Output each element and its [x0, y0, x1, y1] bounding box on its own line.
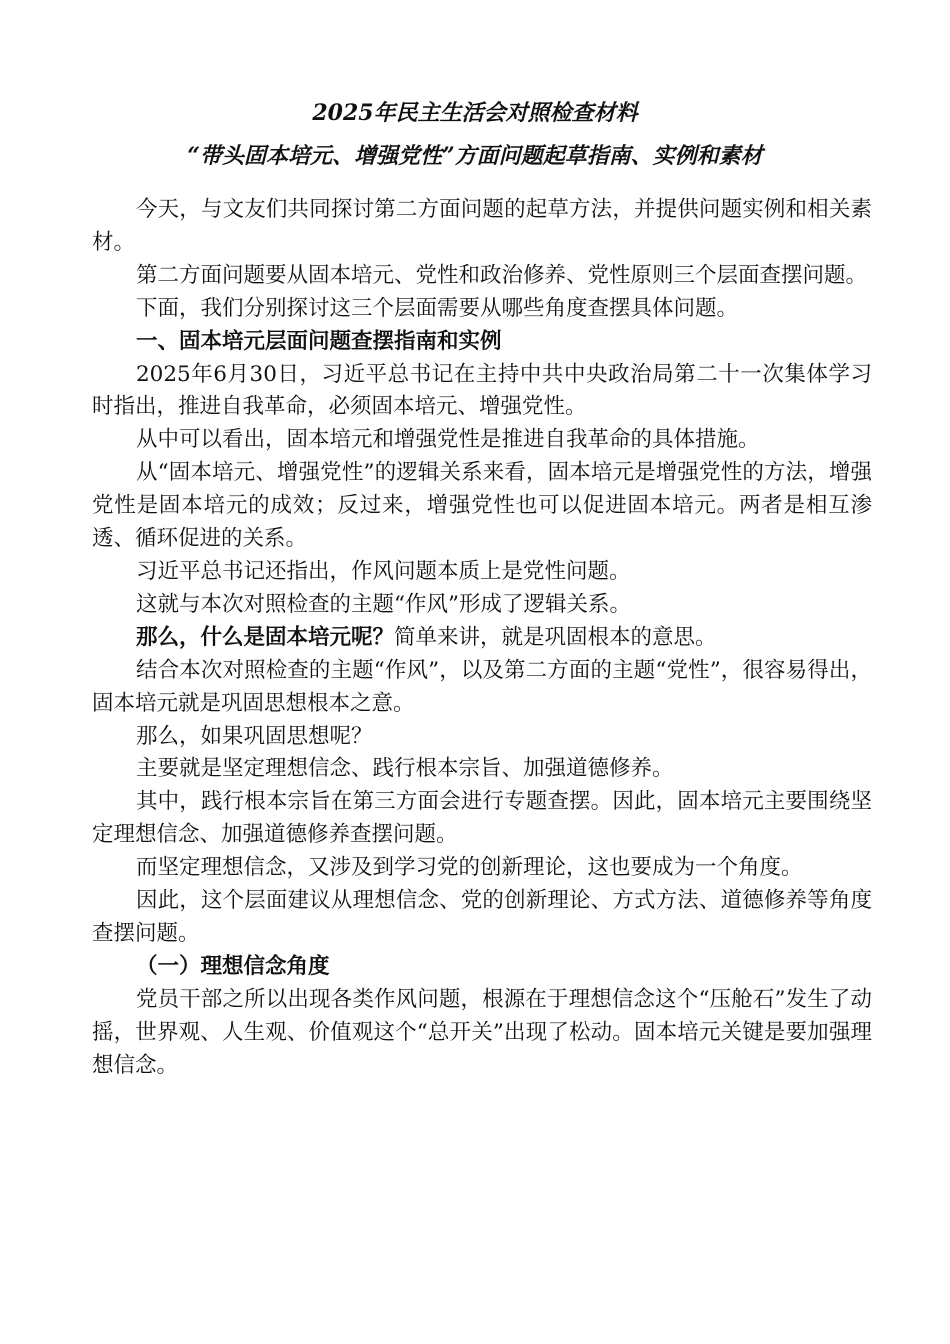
answer-text: 简单来讲，就是巩固根本的意思。 — [394, 624, 717, 650]
paragraph — [92, 622, 872, 655]
paragraph: 党员干部之所以出现各类作风问题，根源在于理想信念这个“压舱石”发生了动摇，世界观、人生观、价值观这个“总开关”出现了松动。固本培元关键是要加强理想信念。 — [92, 986, 872, 1078]
paragraph: 下面，我们分别探讨这三个层面需要从哪些角度查摆具体问题。 — [136, 295, 739, 321]
paragraph: 从中可以看出，固本培元和增强党性是推进自我革命的具体措施。 — [136, 427, 760, 453]
paragraph: 那么，如果巩固思想呢？ — [136, 723, 373, 749]
paragraph: 第二方面问题要从固本培元、党性和政治修养、党性原则三个层面查摆问题。 — [136, 262, 868, 288]
document-title: 2025年民主生活会对照检查材料 — [312, 100, 638, 126]
paragraph: 主要就是坚定理想信念、践行根本宗旨、加强道德修养。 — [136, 756, 674, 782]
section-heading: 一、固本培元层面问题查摆指南和实例 — [136, 328, 502, 354]
paragraph: 2025年6月30日，习近平总书记在主持中共中央政治局第二十一次集体学习时指出，推进自我革命，必须固本培元、增强党性。 — [92, 361, 872, 420]
paragraph: 今天，与文友们共同探讨第二方面问题的起草方法，并提供问题实例和相关素材。 — [92, 197, 872, 255]
paragraph: 结合本次对照检查的主题“作风”，以及第二方面的主题“党性”，很容易得出，固本培元就是巩固思想根本之意。 — [92, 657, 872, 716]
document-header — [0, 92, 950, 178]
subsection-heading: （一）理想信念角度 — [136, 953, 330, 979]
paragraph: 从“固本培元、增强党性”的逻辑关系来看，固本培元是增强党性的方法，增强党性是固本培元的成效；反过来，增强党性也可以促进固本培元。两者是相互渗透、循环促进的关系。 — [92, 460, 872, 552]
document-body — [92, 194, 872, 1082]
paragraph: 其中，践行根本宗旨在第三方面会进行专题查摆。因此，固本培元主要围绕坚定理想信念、加强道德修养查摆问题。 — [92, 789, 872, 848]
paragraph: 因此，这个层面建议从理想信念、党的创新理论、方式方法、道德修养等角度查摆问题。 — [92, 888, 872, 946]
bold-question: 那么，什么是固本培元呢？ — [136, 624, 395, 650]
document-subtitle: “带头固本培元、增强党性”方面问题起草指南、实例和素材 — [187, 143, 763, 169]
paragraph: 这就与本次对照检查的主题“作风”形成了逻辑关系。 — [136, 591, 631, 617]
paragraph: 而坚定理想信念，又涉及到学习党的创新理论，这也要成为一个角度。 — [136, 855, 803, 881]
paragraph: 习近平总书记还指出，作风问题本质上是党性问题。 — [136, 558, 631, 584]
